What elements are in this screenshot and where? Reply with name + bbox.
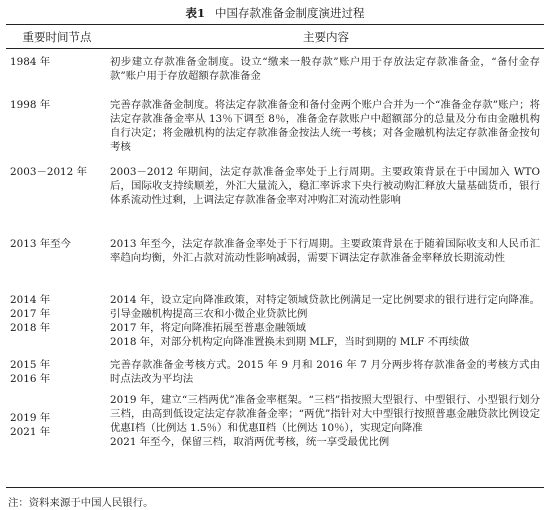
period-label: 1998 年 [10, 99, 51, 111]
content-paragraph: 2013 年至今，法定存款准备金率处于下行周期。主要政策背景在于随着国际收支和人民币汇率趋向均衡，外汇占款对流动性影响减弱，需要下调法定存款准备金率释放长期流动性 [110, 238, 540, 264]
period-label: 2013 年至今 [10, 238, 71, 250]
table-row [6, 91, 544, 160]
period-cell [6, 232, 108, 289]
table-caption [6, 4, 544, 24]
table-row [6, 49, 544, 92]
content-cell [108, 160, 544, 232]
period-cell [6, 49, 108, 92]
source-note: 注：资料来源于中国人民银行。 [8, 497, 154, 509]
content-paragraph: 完善存款准备金制度。将法定存款准备金和备付金两个账户合并为一个“准备金存款”账户；将法定存款准备金率从 13％下调至 8％，准备金存款账户中超额部分的总量及分布由金融机构自行决定；将金融机构的法定存款准备金按法人统一考核；对各金融机构法定存款准备金按旬考核 [110, 99, 540, 153]
period-label: 1984 年 [10, 56, 51, 68]
content-paragraph: 2019 年，建立“三档两优”准备金率框架。“三档”指按照大型银行、中型银行、小型银行划分三档，由高到低设定法定存款准备金率；“两优”指针对大中型银行按照普惠金融贷款比例设定优惠Ⅰ档（比例达 1.5％）和优惠Ⅱ档（比例达 10％），实现定向降准 [110, 394, 540, 434]
period-label: 2021 年 [10, 426, 51, 438]
table-row [6, 289, 544, 352]
content-cell [108, 389, 544, 488]
period-label: 2014 年 [10, 294, 51, 306]
table-row [6, 352, 544, 389]
period-cell [6, 91, 108, 160]
period-label: 2016 年 [10, 373, 51, 385]
period-cell [6, 389, 108, 488]
table-row [6, 389, 544, 488]
content-cell [108, 91, 544, 160]
period-label: 2003－2012 年 [10, 166, 87, 178]
content-cell [108, 352, 544, 389]
header-content: 主要内容 [303, 29, 349, 44]
period-label: 2015 年 [10, 359, 51, 371]
content-cell [108, 49, 544, 92]
content-paragraph: 2021 年至今，保留三档，取消两优考核，统一享受最优比例 [110, 436, 390, 448]
table-row [6, 160, 544, 232]
content-paragraph: 2014 年，设立定向降准政策，对特定领域贷款比例满足一定比例要求的银行进行定向降准。引导金融机构提高三农和小微企业贷款比例 [110, 294, 540, 320]
content-cell [108, 289, 544, 352]
content-paragraph: 初步建立存款准备金制度。设立“缴来一般存款”账户用于存放法定存款准备金，“备付金存款”账户用于存放超额存款准备金 [110, 56, 540, 82]
period-cell [6, 160, 108, 232]
table-number: 表1 [185, 6, 205, 20]
content-paragraph: 2018 年，对部分机构定向降准置换未到期 MLF，当时到期的 MLF 不再续做 [110, 336, 470, 348]
table-title: 中国存款准备金制度演进过程 [215, 6, 365, 20]
period-label: 2017 年 [10, 308, 51, 320]
period-cell [6, 289, 108, 352]
content-paragraph: 2003－2012 年期间，法定存款准备金率处于上行周期。主要政策背景在于中国加入 WTO 后，国际收支持续顺差，外汇大量流入，稳汇率诉求下央行被动购汇释放大量基础货币，银行体系流动性过剩，上调法定存款准备金率对冲购汇对流动性影响 [110, 166, 540, 206]
content-paragraph: 2017 年，将定向降准拓展至普惠金融领域 [110, 322, 306, 334]
period-cell [6, 352, 108, 389]
reserve-requirement-table [6, 24, 544, 488]
table-row [6, 232, 544, 289]
content-cell [108, 232, 544, 289]
content-paragraph: 完善存款准备金考核方式。2015 年 9 月和 2016 年 7 月分两步将存款准备金的考核方式由时点法改为平均法 [110, 359, 540, 385]
header-period: 重要时间节点 [22, 29, 92, 44]
table-header-row [6, 25, 544, 49]
period-label: 2018 年 [10, 322, 51, 334]
period-label: 2019 年 [10, 412, 51, 424]
